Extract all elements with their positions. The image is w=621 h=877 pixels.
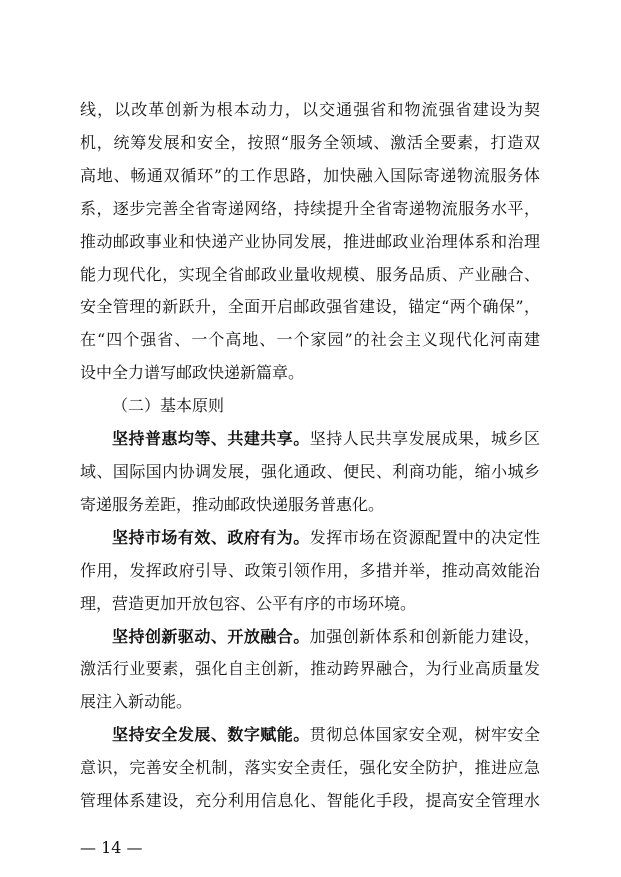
paragraph-line: 高地、畅通双循环”的工作思路，加快融入国际寄递物流服务体 — [80, 165, 540, 185]
principle-title: 坚持普惠均等、共建共享。 — [112, 429, 310, 449]
principle-text: 加强创新体系和创新能力建设， — [309, 626, 540, 646]
principle-text: 坚持人民共享发展成果，城乡区 — [309, 429, 540, 449]
principle-text: 贯彻总体国家安全观，树牢安全 — [309, 725, 540, 745]
principle-first-line — [112, 429, 540, 449]
paragraph-line: 理，营造更加开放包容、公平有序的市场环境。 — [80, 593, 417, 613]
principle-first-line — [112, 725, 540, 745]
paragraph-line: 机，统筹发展和安全，按照“服务全领域、激活全要素，打造双 — [80, 132, 540, 152]
paragraph-line: 能力现代化，实现全省邮政业量收规模、服务品质、产业融合、 — [80, 264, 540, 284]
paragraph-line: 展注入新动能。 — [80, 692, 193, 712]
principle-first-line — [112, 627, 540, 647]
principle-text: 发挥市场在资源配置中的决定性 — [309, 527, 540, 547]
principle-title: 坚持市场有效、政府有为。 — [112, 527, 310, 547]
paragraph-line: 设中全力谱写邮政快递新篇章。 — [80, 363, 305, 383]
paragraph-line: 管理体系建设，充分利用信息化、智能化手段，提高安全管理水 — [80, 791, 540, 811]
paragraph-line: 意识，完善安全机制，落实安全责任，强化安全防护，推进应急 — [80, 758, 540, 778]
principle-title: 坚持创新驱动、开放融合。 — [112, 626, 310, 646]
paragraph-line: 安全管理的新跃升，全面开启邮政强省建设，锚定“两个确保”， — [80, 297, 540, 317]
principle-first-line — [112, 528, 540, 548]
principle-title: 坚持安全发展、数字赋能。 — [112, 725, 310, 745]
paragraph-line: 寄递服务差距，推动邮政快递服务普惠化。 — [80, 494, 385, 514]
paragraph-line: 域、国际国内协调发展，强化通政、便民、利商功能，缩小城乡 — [80, 462, 540, 481]
paragraph-line: 系，逐步完善全省寄递网络，持续提升全省寄递物流服务水平， — [80, 198, 540, 218]
page-number: — 14 — — [80, 838, 143, 857]
paragraph-line: 推动邮政事业和快递产业协同发展，推进邮政业治理体系和治理 — [80, 231, 540, 251]
paragraph-line: 在“四个强省、一个高地、一个家园”的社会主义现代化河南建 — [80, 330, 540, 350]
paragraph-line: 作用，发挥政府引导、政策引领作用，多措并举，推动高效能治 — [80, 560, 540, 580]
paragraph-line: 激活行业要素，强化自主创新，推动跨界融合，为行业高质量发 — [80, 659, 540, 679]
paragraph-line: 线，以改革创新为根本动力，以交通强省和物流强省建设为契 — [80, 100, 540, 119]
section-heading: （二）基本原则 — [112, 396, 225, 416]
